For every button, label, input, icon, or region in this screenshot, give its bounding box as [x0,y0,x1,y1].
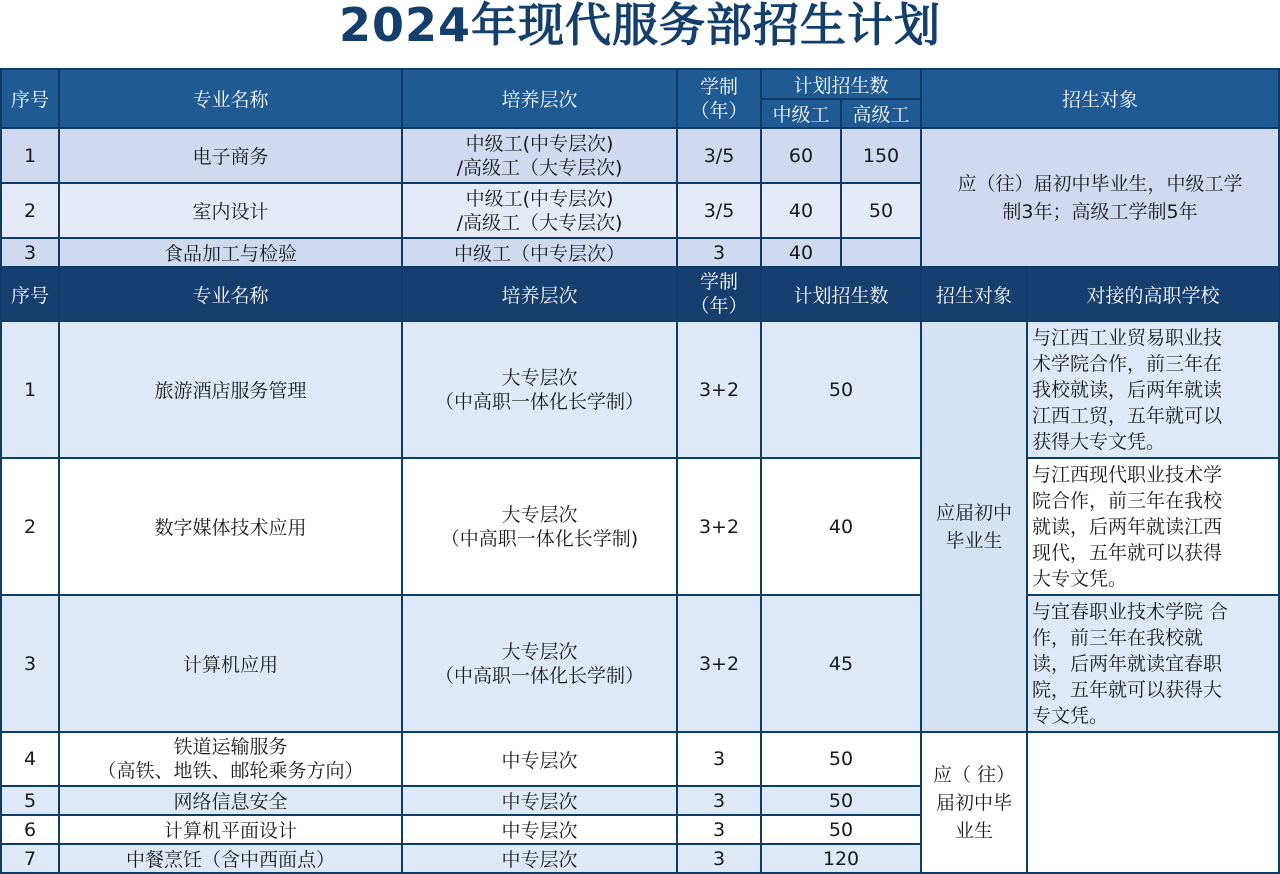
school-line: 读，后两年就读宜春职 [1032,652,1223,675]
cell-seq: 4 [1,732,59,786]
cell-plan: 50 [761,786,921,815]
header-high: 高级工 [841,99,921,128]
cell-seq: 1 [1,128,59,183]
cell-level: 中专层次 [402,786,677,815]
cell-level-line1: 中级工(中专层次) [465,132,614,155]
cell-level-line2: （中高职一体化长学制） [434,390,644,413]
cell-level [402,458,677,595]
cell-level-line1: 中级工(中专层次) [465,187,614,210]
cell-plan: 120 [761,844,921,873]
enrollment-table-2 [0,266,1280,874]
cell-level-line2: （中高职一体化长学制) [440,527,639,550]
table-row [1,595,1279,732]
cell-plan: 50 [761,815,921,844]
cell-plan: 45 [761,595,921,732]
cell-mid: 60 [761,128,841,183]
cell-level-line2: /高级工（大专层次) [456,211,623,234]
cell-seq: 3 [1,238,59,267]
header-years [677,267,761,321]
cell-level: 中专层次 [402,844,677,873]
cell-plan: 50 [761,321,921,458]
header-level: 培养层次 [402,69,677,128]
cell-seq: 5 [1,786,59,815]
cell-years: 3 [677,786,761,815]
cell-years: 3 [677,844,761,873]
cell-level-line2: （中高职一体化长学制） [434,664,644,687]
cell-high [841,238,921,267]
header-major: 专业名称 [59,69,402,128]
cell-level: 中级工（中专层次） [402,238,677,267]
cell-mid: 40 [761,238,841,267]
cell-years: 3 [677,732,761,786]
cell-level-line1: 大专层次 [501,503,578,526]
header-years [677,69,761,128]
header-level: 培养层次 [402,267,677,321]
cell-target-line3: 业生 [954,819,993,842]
cell-level [402,321,677,458]
school-line: 院合作，前三年在我校 [1032,489,1223,512]
header-years-line2: （年） [690,295,748,317]
table-row [1,128,1279,183]
cell-major: 网络信息安全 [59,786,402,815]
cell-level [402,128,677,183]
cell-school-empty [1027,732,1279,873]
cell-years: 3/5 [677,183,761,238]
school-line: 江西工贸，五年就可以 [1032,404,1223,427]
school-line: 院，五年就可以获得大 [1032,678,1223,701]
cell-major: 电子商务 [59,128,402,183]
cell-high: 50 [841,183,921,238]
cell-major: 食品加工与检验 [59,238,402,267]
cell-target-line2: 制3年；高级工学制5年 [1002,200,1198,223]
cell-seq: 3 [1,595,59,732]
cell-seq: 2 [1,183,59,238]
cell-seq: 2 [1,458,59,595]
school-line: 与宜春职业技术学院 合 [1032,600,1229,623]
cell-plan: 40 [761,458,921,595]
enrollment-table-1 [0,68,1280,268]
page-title: 2024年现代服务部招生计划 [338,0,942,52]
cell-major: 旅游酒店服务管理 [59,321,402,458]
header-target: 招生对象 [921,69,1279,128]
cell-target [921,128,1279,267]
school-line: 我校就读，后两年就读 [1032,378,1223,401]
header-years-line1: 学制 [699,271,738,293]
header-mid: 中级工 [761,99,841,128]
cell-seq: 6 [1,815,59,844]
school-line: 作，前三年在我校就 [1032,626,1204,649]
cell-mid: 40 [761,183,841,238]
cell-level-line2: /高级工（大专层次) [456,156,623,179]
school-line: 术学院合作，前三年在 [1032,352,1223,375]
school-line: 与江西现代职业技术学 [1032,463,1223,486]
cell-level: 中专层次 [402,732,677,786]
cell-major: 室内设计 [59,183,402,238]
cell-major: 中餐烹饪（含中西面点） [59,844,402,873]
cell-level-line1: 大专层次 [501,366,578,389]
cell-years: 3+2 [677,458,761,595]
cell-school [1027,321,1279,458]
cell-high: 150 [841,128,921,183]
cell-target [921,732,1027,873]
header-years-line1: 学制 [699,75,738,98]
cell-level-line1: 大专层次 [501,640,578,663]
cell-years: 3 [677,815,761,844]
table-row [1,458,1279,595]
header-seq: 序号 [1,69,59,128]
header-major: 专业名称 [59,267,402,321]
school-line: 现代，五年就可以获得 [1032,541,1223,564]
cell-target [921,321,1027,732]
header-seq: 序号 [1,267,59,321]
cell-seq: 1 [1,321,59,458]
cell-years: 3+2 [677,321,761,458]
school-line: 就读，后两年就读江西 [1032,515,1223,538]
cell-years: 3+2 [677,595,761,732]
header-target: 招生对象 [921,267,1027,321]
cell-target-line1: 应（ 往） [932,763,1016,786]
table-row [1,732,1279,786]
cell-major: 计算机平面设计 [59,815,402,844]
header-plan: 计划招生数 [761,267,921,321]
cell-target-line2: 届初中毕 [935,791,1012,814]
school-line: 专文凭。 [1032,704,1109,727]
cell-school [1027,595,1279,732]
cell-target-line2: 毕业生 [945,529,1003,552]
cell-plan: 50 [761,732,921,786]
cell-major-line1: 铁道运输服务 [173,736,288,758]
cell-major: 计算机应用 [59,595,402,732]
table-row [1,321,1279,458]
header-years-line2: （年） [690,99,748,122]
cell-target-line1: 应（往）届初中毕业生，中级工学 [957,172,1243,195]
header-plan: 计划招生数 [761,69,921,99]
school-line: 获得大专文凭。 [1032,430,1166,453]
cell-level [402,183,677,238]
school-line: 与江西工业贸易职业技 [1032,326,1223,349]
cell-years: 3 [677,238,761,267]
cell-major: 数字媒体技术应用 [59,458,402,595]
cell-school [1027,458,1279,595]
cell-seq: 7 [1,844,59,873]
cell-target-line1: 应届初中 [935,501,1012,524]
cell-level: 中专层次 [402,815,677,844]
cell-years: 3/5 [677,128,761,183]
school-line: 大专文凭。 [1032,567,1128,590]
header-school: 对接的高职学校 [1027,267,1279,321]
cell-major-line2: （高铁、地铁、邮轮乘务方向） [97,760,364,782]
cell-major [59,732,402,786]
cell-level [402,595,677,732]
